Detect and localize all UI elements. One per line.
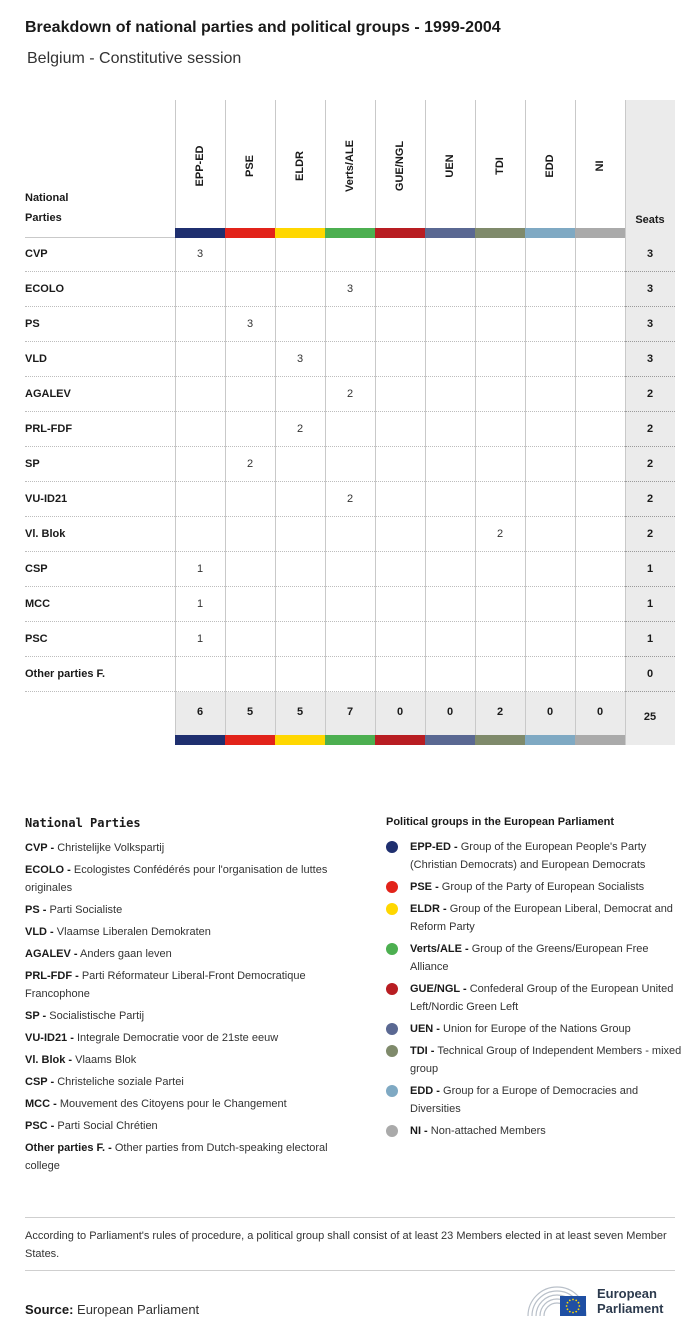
group-header-label: TDI [494, 157, 506, 175]
group-legend-item [386, 1042, 686, 1078]
party-legend-abbr: MCC - [25, 1098, 57, 1110]
party-seat-total: 2 [646, 423, 654, 435]
european-parliament-logo [526, 1282, 676, 1318]
party-legend-item [25, 1007, 355, 1025]
seat-cell: 1 [196, 633, 204, 645]
group-color-bar-bottom [275, 735, 325, 745]
group-legend-item [386, 838, 686, 874]
group-legend-item [386, 878, 686, 896]
group-header-guengl [375, 100, 425, 228]
table-row [25, 622, 675, 657]
party-legend-item [25, 1029, 355, 1047]
party-name: PSC [25, 633, 48, 645]
footnote: According to Parliament's rules of procedure, a political group shall consist of at least 23 Members elected in at least seven Member States. [25, 1230, 667, 1260]
seat-breakdown-table [25, 100, 675, 745]
table-row [25, 587, 675, 622]
group-legend-abbr: UEN - [410, 1023, 440, 1035]
group-header-tdi [475, 100, 525, 228]
party-legend-name: Christeliche soziale Partei [57, 1076, 184, 1088]
group-total: 2 [496, 706, 504, 718]
group-header-ni [575, 100, 625, 228]
group-total: 0 [546, 706, 554, 718]
logo-line1: European [597, 1286, 657, 1301]
hemicycle-flag-icon [526, 1282, 588, 1318]
group-color-bar-bottom [425, 735, 475, 745]
national-parties-list [25, 839, 355, 1175]
party-legend-name: Anders gaan leven [80, 948, 172, 960]
footer-divider-top [25, 1217, 675, 1218]
party-legend-item [25, 1073, 355, 1091]
group-total: 5 [246, 706, 254, 718]
party-legend-abbr: VU-ID21 - [25, 1032, 74, 1044]
group-color-dot-icon [386, 983, 398, 995]
source-value: European Parliament [77, 1302, 200, 1317]
group-legend-abbr: EDD - [410, 1085, 440, 1097]
group-color-dot-icon [386, 881, 398, 893]
party-legend-abbr: ECOLO - [25, 864, 71, 876]
party-legend-name: Parti Réformateur Liberal-Front Democratique Francophone [25, 970, 306, 1000]
national-parties-legend-heading: National Parties [25, 816, 141, 830]
party-legend-abbr: CVP - [25, 842, 55, 854]
source-label: Source: [25, 1302, 74, 1317]
group-legend-name: Confederal Group of the European United Left/Nordic Green Left [410, 983, 674, 1013]
source-line [25, 1302, 199, 1317]
group-header-label: PSE [244, 154, 256, 178]
seat-cell: 1 [196, 563, 204, 575]
seat-cell: 2 [346, 493, 354, 505]
group-color-bar-bottom [475, 735, 525, 745]
party-legend-abbr: Vl. Blok - [25, 1054, 73, 1066]
seat-cell: 2 [296, 423, 304, 435]
group-legend-abbr: NI - [410, 1125, 428, 1137]
party-legend-item [25, 839, 355, 857]
group-color-bar-bottom [175, 735, 225, 745]
group-header-epped [175, 100, 225, 228]
seat-cell: 2 [246, 458, 254, 470]
table-row [25, 552, 675, 587]
group-color-dot-icon [386, 1125, 398, 1137]
seat-cell: 2 [346, 388, 354, 400]
table-row [25, 447, 675, 482]
party-name: VU-ID21 [25, 493, 68, 505]
group-color-bar-bottom [575, 735, 625, 745]
party-legend-abbr: SP - [25, 1010, 47, 1022]
party-seat-total: 2 [646, 528, 654, 540]
party-legend-name: Socialistische Partij [49, 1010, 145, 1022]
table-row [25, 412, 675, 447]
seat-cell: 3 [346, 283, 354, 295]
group-header-edd [525, 100, 575, 228]
party-legend-item [25, 923, 355, 941]
party-seat-total: 3 [646, 283, 654, 295]
group-color-dot-icon [386, 1045, 398, 1057]
row-divider-seats [625, 691, 675, 692]
group-header-label: Verts/ALE [344, 140, 356, 192]
group-color-dot-icon [386, 903, 398, 915]
party-seat-total: 3 [646, 353, 654, 365]
party-name: MCC [25, 598, 51, 610]
group-total: 0 [396, 706, 404, 718]
group-total: 5 [296, 706, 304, 718]
party-name: Other parties F. [25, 668, 106, 680]
grand-total: 25 [643, 711, 657, 723]
page-subtitle: Belgium - Constitutive session [27, 50, 242, 67]
logo-line2: Parliament [597, 1301, 664, 1316]
group-header-label: EPP-ED [194, 145, 206, 187]
group-legend-abbr: GUE/NGL - [410, 983, 467, 995]
group-header-label: GUE/NGL [394, 140, 406, 192]
seat-cell: 1 [196, 598, 204, 610]
table-row [25, 657, 675, 692]
group-header-pse [225, 100, 275, 228]
party-legend-name: Other parties from Dutch-speaking electoral college [25, 1142, 328, 1172]
party-seat-total: 2 [646, 458, 654, 470]
group-legend-item [386, 1020, 686, 1038]
party-seat-total: 2 [646, 493, 654, 505]
page-title: Breakdown of national parties and political groups - 1999-2004 [25, 19, 501, 36]
seat-cell: 3 [296, 353, 304, 365]
group-legend-item [386, 1082, 686, 1118]
group-header-label: EDD [544, 154, 556, 178]
group-legend-name: Group of the Party of European Socialists [441, 881, 645, 893]
table-row [25, 377, 675, 412]
national-parties-header [25, 188, 68, 228]
group-color-dot-icon [386, 943, 398, 955]
party-name: SP [25, 458, 40, 470]
party-seat-total: 1 [646, 563, 654, 575]
party-name: PRL-FDF [25, 423, 73, 435]
european-parliament-wordmark [597, 1286, 663, 1316]
group-legend-item [386, 1122, 686, 1140]
group-legend-abbr: EPP-ED - [410, 841, 458, 853]
group-header-label: NI [594, 160, 606, 172]
party-legend-name: Christelijke Volkspartij [57, 842, 165, 854]
group-header-label: UEN [444, 154, 456, 178]
party-legend-abbr: VLD - [25, 926, 54, 938]
group-total: 0 [446, 706, 454, 718]
seat-cell: 3 [196, 248, 204, 260]
party-legend-abbr: PSC - [25, 1120, 55, 1132]
group-legend-abbr: Verts/ALE - [410, 943, 469, 955]
group-legend-name: Union for Europe of the Nations Group [443, 1023, 631, 1035]
group-color-bar-bottom [525, 735, 575, 745]
group-header-uen [425, 100, 475, 228]
group-color-dot-icon [386, 841, 398, 853]
group-legend-item [386, 900, 686, 936]
group-color-bar-bottom [375, 735, 425, 745]
seat-cell: 3 [246, 318, 254, 330]
party-seat-total: 1 [646, 633, 654, 645]
seat-cell: 2 [496, 528, 504, 540]
group-legend-name: Technical Group of Independent Members - mixed group [410, 1045, 682, 1075]
party-legend-item [25, 1117, 355, 1135]
party-legend-item [25, 967, 355, 1003]
national-parties-legend [25, 816, 355, 1179]
party-legend-abbr: PRL-FDF - [25, 970, 79, 982]
party-legend-item [25, 945, 355, 963]
party-legend-name: Vlaamse Liberalen Demokraten [56, 926, 211, 938]
group-legend-name: Group of the European People's Party (Christian Democrats) and European Democrats [410, 841, 647, 871]
party-seat-total: 3 [646, 248, 654, 260]
party-name: ECOLO [25, 283, 65, 295]
party-legend-name: Vlaams Blok [75, 1054, 137, 1066]
party-name: CSP [25, 563, 48, 575]
national-parties-header-line2: Parties [25, 212, 62, 224]
group-color-dot-icon [386, 1085, 398, 1097]
party-legend-abbr: PS - [25, 904, 47, 916]
party-legend-name: Parti Social Chrétien [57, 1120, 158, 1132]
party-legend-name: Parti Socialiste [49, 904, 123, 916]
party-name: Vl. Blok [25, 528, 66, 540]
party-legend-name: Integrale Democratie voor de 21ste eeuw [76, 1032, 279, 1044]
group-legend-item [386, 940, 686, 976]
group-color-dot-icon [386, 1023, 398, 1035]
party-name: AGALEV [25, 388, 71, 400]
party-seat-total: 2 [646, 388, 654, 400]
group-header-eldr [275, 100, 325, 228]
party-legend-item [25, 1095, 355, 1113]
table-row [25, 517, 675, 552]
party-seat-total: 3 [646, 318, 654, 330]
national-parties-header-line1: National [25, 192, 69, 204]
group-header-label: ELDR [294, 151, 306, 181]
group-total: 6 [196, 706, 204, 718]
group-legend-abbr: ELDR - [410, 903, 447, 915]
party-name: VLD [25, 353, 47, 365]
party-legend-item [25, 1139, 355, 1175]
group-total: 0 [596, 706, 604, 718]
party-name: CVP [25, 248, 48, 260]
table-row [25, 307, 675, 342]
party-legend-item [25, 861, 355, 897]
group-total: 7 [346, 706, 354, 718]
group-legend-item [386, 980, 686, 1016]
table-row [25, 342, 675, 377]
group-legend-name: Group of the Greens/European Free Alliance [410, 943, 649, 973]
footer-divider-bottom [25, 1270, 675, 1271]
party-legend-item [25, 901, 355, 919]
group-legend-abbr: TDI - [410, 1045, 435, 1057]
party-name: PS [25, 318, 40, 330]
party-legend-name: Mouvement des Citoyens pour le Changement [59, 1098, 287, 1110]
table-row [25, 482, 675, 517]
party-seat-total: 1 [646, 598, 654, 610]
party-legend-item [25, 1051, 355, 1069]
group-legend-name: Group of the European Liberal, Democrat and Reform Party [410, 903, 673, 933]
seats-header: Seats [635, 214, 665, 226]
group-legend-name: Group for a Europe of Democracies and Diversities [410, 1085, 639, 1115]
group-color-bar-bottom [325, 735, 375, 745]
group-legend-name: Non-attached Members [430, 1125, 546, 1137]
party-legend-name: Ecologistes Confédérés pour l'organisation de luttes originales [25, 864, 328, 894]
political-groups-legend [386, 816, 686, 1144]
party-legend-abbr: Other parties F. - [25, 1142, 112, 1154]
party-legend-abbr: CSP - [25, 1076, 55, 1088]
political-groups-list [386, 838, 686, 1140]
group-header-vertsale [325, 100, 375, 228]
group-color-bar-bottom [225, 735, 275, 745]
table-row [25, 237, 675, 272]
group-legend-abbr: PSE - [410, 881, 439, 893]
political-groups-legend-heading: Political groups in the European Parliament [386, 816, 614, 828]
party-legend-abbr: AGALEV - [25, 948, 78, 960]
table-row [25, 272, 675, 307]
party-seat-total: 0 [646, 668, 654, 680]
